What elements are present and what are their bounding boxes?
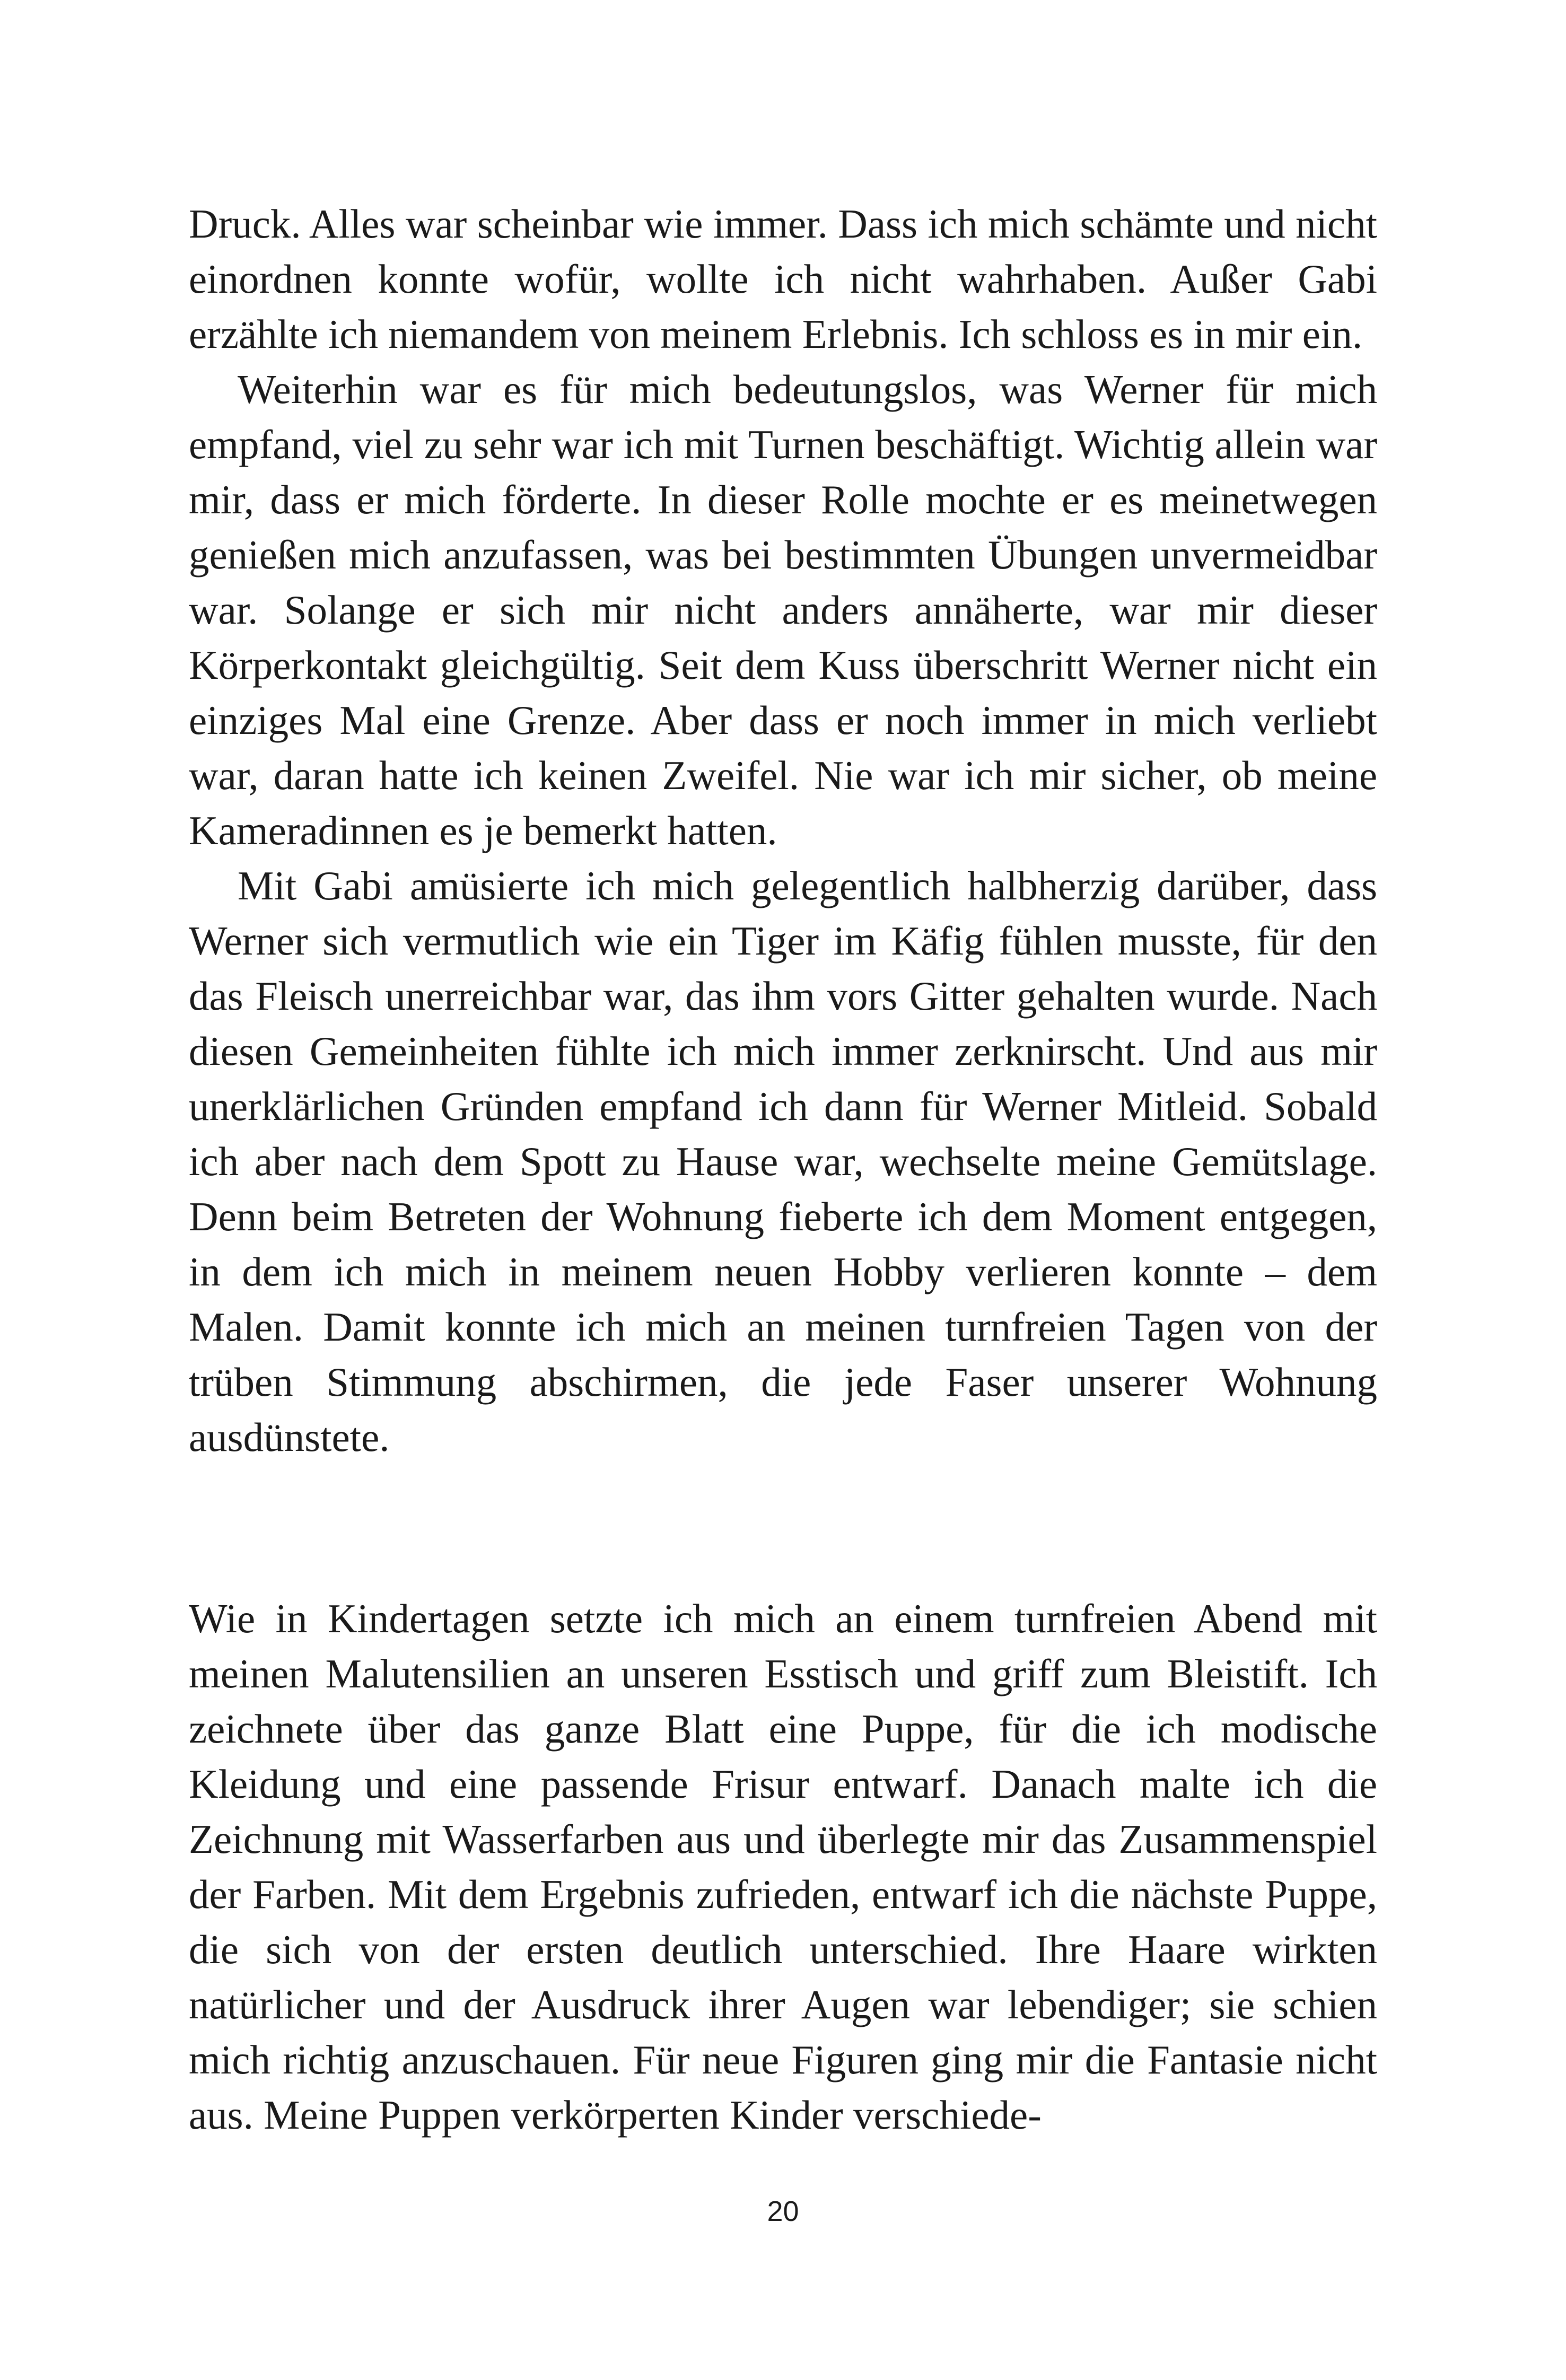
paragraph-continuation: Druck. Alles war scheinbar wie immer. Dass ich mich schämte und nicht einordnen konnte wofür, wollte ich nicht wahrhaben. Außer Gabi erzählte ich niemandem von meinem Erlebnis. Ich schloss es in mir ein. [189, 201, 1377, 357]
page-number: 20 [767, 2195, 799, 2227]
paragraph: Weiterhin war es für mich bedeutungslos, was Werner für mich empfand, viel zu sehr war ich mit Turnen beschäftigt. Wichtig allein war mir, dass er mich förderte. In dieser Rolle mochte er es meinetwegen genießen mich anzufassen, was bei bestimmten Übungen unvermeidbar war. Solange er sich mir nicht anders annäherte, war mir dieser Körperkontakt gleichgültig. Seit dem Kuss überschritt Werner nicht ein einziges Mal eine Grenze. Aber dass er noch immer in mich verliebt war, daran hatte ich keinen Zweifel. Nie war ich mir sicher, ob meine Kameradinnen es je bemerkt hatten. [189, 366, 1377, 853]
text-section-1 [189, 196, 1377, 1465]
paragraph: Wie in Kindertagen setzte ich mich an einem turnfreien Abend mit meinen Malutensilien an unseren Esstisch und griff zum Bleistift. Ich zeichnete über das ganze Blatt eine Puppe, für die ich modische Kleidung und eine passende Frisur entwarf. Danach malte ich die Zeichnung mit Wasserfarben aus und überlegte mir das Zusammenspiel der Farben. Mit dem Ergebnis zufrieden, entwarf ich die nächste Puppe, die sich von der ersten deutlich unterschied. Ihre Haare wirkten natürlicher und der Ausdruck ihrer Augen war lebendiger; sie schien mich richtig anzuschauen. Für neue Figuren ging mir die Fantasie nicht aus. Meine Puppen verkörperten Kinder verschiede- [189, 1596, 1377, 2138]
text-section-2 [189, 1591, 1377, 2142]
paragraph: Mit Gabi amüsierte ich mich gelegentlich halbherzig darüber, dass Werner sich vermutlich wie ein Tiger im Käfig fühlen musste, für den das Fleisch unerreichbar war, das ihm vors Gitter gehalten wurde. Nach diesen Gemeinheiten fühlte ich mich immer zerknirscht. Und aus mir unerklärlichen Gründen empfand ich dann für Werner Mitleid. Sobald ich aber nach dem Spott zu Hause war, wechselte meine Gemütslage. Denn beim Betreten der Wohnung fieberte ich dem Moment entgegen, in dem ich mich in meinem neuen Hobby verlieren konnte – dem Malen. Damit konnte ich mich an meinen turnfreien Tagen von der trüben Stimmung abschirmen, die jede Faser unserer Wohnung ausdünstete. [189, 863, 1377, 1460]
